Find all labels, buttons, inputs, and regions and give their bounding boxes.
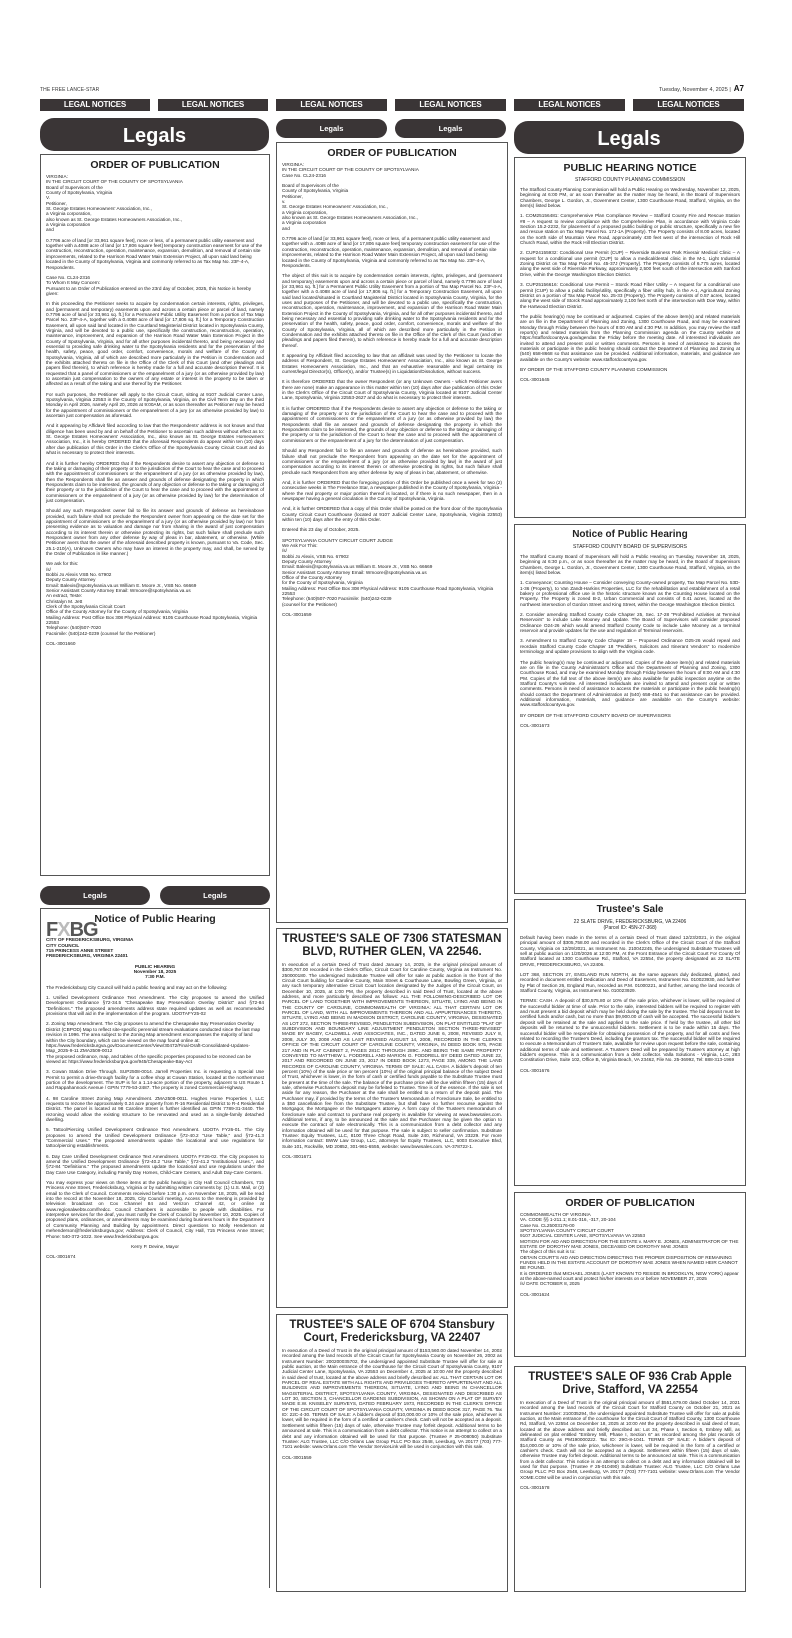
notice-public-hearing-supervisors	[514, 524, 746, 894]
notice-paragraph: The Stafford County Board of Supervisors will hold a Public Hearing on Tuesday, November 18, 2025, beginning at 6:30 p.m., or as soon thereafter as the matter may be heard, in the Board of Supervisors Chambers, George L. Gordon, Jr., Government Center, 1300 Courthouse Road, Stafford, Virginia, on the item(s) listed below.	[520, 554, 740, 576]
notice-order-of-publication	[40, 154, 270, 876]
notice-paragraph: Case No. CL24-2316 To Whom It May Concern: Pursuant to an Order of Publication entered on the 23rd day of October, 2025, this Notice is hereby given:	[46, 274, 252, 296]
notice-paragraph: And it appearing by Affidavit filed according to law that the Respondents' address is not known and that diligence has been used by and on behalf of the Petitioner to ascertain such address without effect as to: St. George Estates Homeowners' Association, Inc., also known as St. George Estates Homeowners Association, Inc., it is hereby ORDERED that the aforesaid Respondents do appear within ten (10) days after due publication of this Order in the Clerk's Office of the Spotsylvania County Circuit Court and do what is necessary to protect their interests.	[46, 423, 264, 456]
notice-paragraph: Entered this 23 day of October, 2025.	[282, 527, 360, 533]
notice-paragraph: The public hearing(s) may be continued or adjourned. Copies of the above item(s) and related materials are on file in the County Administrator's Office and the Department of Planning and Zoning, 1300 Courthouse Road, and may be examined Monday through Friday between the hours of 8:00 AM and 4:30 PM. Copies of the full text of the above item(s) are also available for public inspection anytime on the Stafford County's website. All interested individuals are invited to attend and present oral or written comments. Persons in need of assistance to access the materials or participate in the public hearing(s) should contact the Department of Administration at (540) 658-4541 so that assistance can be provided. Additional information, materials, and guidance are available on the County's website: www.staffordcountyva.gov.	[520, 659, 740, 708]
notice-paragraph: 1. Conveyance; Counting House – Consider conveying County-owned property, Tax Map Parcel No. 53D-1-36 (Property), to Van Zandt-Harkins Properties, LLC for the rehabilitation and establishment of a retail bakery or professional office use in the historic structure known as the Counting House located on the Property. The Property is zoned B-2, Urban Commercial and consists of 0.41 acres, located at the northwest intersection of Gordon Street and King Street, within the George Washington Election District.	[520, 580, 740, 607]
notice-trustees-sale	[276, 928, 508, 1308]
notice-paragraph: And, it is further ORDERED that the foregoing portion of this Order be published once a week for two (2) consecutive weeks in The Freelance Star, a newspaper published in the County of Spotsylvania, Virginia - where the real property or major portion thereof is located, or if there is no such newspaper, then in a newspaper having a general circulation in the County of Spotsylvania, Virginia.	[282, 479, 502, 501]
notice-paragraph: BY ORDER OF THE STAFFORD COUNTY PLANNING COMMISSION	[520, 366, 668, 372]
notice-title: PUBLIC HEARING NOTICE	[563, 162, 697, 174]
notice-paragraph: In execution of a certain Deed of Trust dated January 14, 2025, in the original principal amount of $300,767.00 recorded in the Clerk's Office, Circuit Court for Caroline County, Virginia as Instrument No. 250000180. The undersigned Substitute Trustee will offer for sale at public auction in the front of the Circuit Court building for Caroline County, Main Street & Courthouse Lane, Bowling Green, Virginia, or any such temporary alternative Circuit Court location designated by the Judges of the Circuit Court, on December 10, 2025, at 1:00 PM, the property described in said Deed of Trust, located at the above address, and more particularly described as follows: ALL THE FOLLOWING-DESCRIBED LOT OR PARCEL OF LAND TOGETHER WITH IMPROVEMENTS THEREON, SITUATE, LYING AND BEING IN THE COUNTY OF CAROLINE, COMMONWEALTH OF VIRGINIA: ALL THAT CERTAIN LOT OR PARCEL OF LAND, WITH ALL IMPROVEMENTS THEREON AND ALL APPURTENANCES THERETO, SITUATE, LYING AND BEING IN MADISON DISTRICT, CAROLINE COUNTY, VIRGINIA, DESIGNATED AS LOT 272, SECTION THREE-REVISED, PENDLETON SUBDIVISION, ON PLAT ENTITLED "PLAT OF SUBDIVISION AND BOUNDARY LINE ADJUSTMENT PENDLETON SECTION THREE-REVISED" MADE BY BAGBY, CALDWELL AND ASSOCIATES, INC., DATED JUNE 6, 2008, REVISED JULY 8, 2008, JULY 30, 2008 AND AS LAST REVISED AUGUST 14, 2008, RECORDED IN THE CLERK'S OFFICE OF THE CIRCUIT COURT OF CAROLINE COUNTY, VIRGINIA, IN DEED BOOK 975, PAGE 217 AND IN PLAT CABINET 2, PAGES 281C THROUGH 289C. AND BEING THE SAME PROPERTY CONVEYED TO MATTHEW L. FODDRELL AND MARION G. FODDRELL BY DEED DATED JUNE 22, 2017 AND RECORDED ON JUNE 23, 2017 IN DEED BOOK 1273, PAGE 339, AMONG THE LAND RECORDS OF CAROLINE COUNTY, VIRGINIA. TERMS OF SALE: ALL CASH. A bidder's deposit of ten percent (10%) of the sale price or ten percent (10%) of the original principal balance of the subject Deed of Trust, whichever is lower, in the form of cash or certified funds payable to the Substitute Trustee must be present at the time of the sale. The balance of the purchase price will be due within fifteen (15) days of sale, otherwise Purchaser's deposit may be forfeited to Trustee. Time is of the essence. If the sale is set aside for any reason, the Purchaser at the sale shall be entitled to a return of the deposit paid. The Purchaser may, if provided by the terms of the Trustee's Memorandum of Foreclosure Sale, be entitled to a $50 cancellation fee from the Substitute Trustee, but shall have no further recourse against the Mortgagor, the Mortgagee or the Mortgagee's attorney. A form copy of the Trustee's memorandum of foreclosure sale and contract to purchase real property is available for viewing at www.bwwsales.com. Additional terms, if any, to be announced at the sale and the Purchaser may be given the option to execute the contract of sale electronically. This is a communication from a debt collector and any information obtained will be used for that purpose. The sale is subject to seller confirmation. Substitute Trustee: Equity Trustees, LLC, 8100 Three Chopt Road, Suite 240, Richmond, VA 23229. For more information contact: BWW Law Group, LLC, attorneys for Equity Trustees, LLC, 6003 Executive Blvd, Suite 101, Rockville, MD 20852, 301-961-6555, website: www.bwwsales.com. VA-378722-1.	[282, 962, 502, 1149]
notice-paragraph: 6. Day Care Unified Development Ordinance Text Amendment. UDOTA FY26-02. The City proposes to amend the Unified Development Ordinance §72-40.2 "Use Table," §72-41.2 "Institutional Uses.", and §72-84 "Definitions." The proposed amendments update the locational and use regulations under the Day Care Use Category, including Family Day Homes, Child-Care Centers, and Adult Day-Care Centers.	[46, 1153, 264, 1175]
notice-paragraph: Should any such Respondent owner fail to file its answer and grounds of defense as hereinabove provided, such failure shall not preclude the Respondent owner from appearing on the date set for the appointment of commissioners or the empanelment of a jury (or as otherwise provided by law) nor from presenting evidence as to valuation and damage nor from sharing in the award of just compensation according to its interest therein or otherwise protecting its rights, but such failure shall preclude such Respondent owner from any other defense by way of pleas in bar, abatement, or otherwise. (While Petitioner avers that the owner of the aforesaid described property is known, pursuant to Va. Code, Sec. 25.1-210(A), Unknown Owners who may have an interest in the property may, and shall, be served by the Order of Publication in like manner.)	[46, 508, 264, 556]
notice-paragraph: 5. Tattoo/Piercing Unified Development Ordinance Text Amendment. UDOTA FY26-01. The City proposes to amend the Unified Development Ordinance §72-40.2 "Use Table," and §72-41.3 "Commercial Uses." The proposed amendments update the locational and use regulations for tattoo/piercing establishments.	[46, 1127, 264, 1149]
newspaper-name: THE FREE LANCE-STAR	[40, 87, 100, 93]
notice-title: TRUSTEE'S SALE OF 7306 STATESMAN BLVD, RUTHER GLEN, VA 22546.	[282, 933, 502, 958]
notice-paragraph: 2. Zoning Map Amendment. The City proposes to amend the Chesapeake Bay Preservation Overlay District (CBPOD) Map to reflect site-specific perennial stream evaluations conducted since the last map revision in 1996. The area subject to the Zoning Map amendment encompasses the majority of land within the City boundary, which can be viewed on the map found online at: https://www.fredericksburgva.gov/DocumentCenter/View/30472/Final-Draft-Consolidated-Updates-Map_2025-9-11 ZMA2509-0012 The proposed ordinance, map, and tables of the specific properties proposed to be rezoned can be viewed at: https://www.fredericksburgva.gov/945/Chesapeake-Bay-Act	[46, 1021, 261, 1064]
notice-paragraph: LOT 368, SECTION 27, ENGLAND RUN NORTH, as the same appears duly dedicated, platted, and recorded in document entitled Dedication and Deed of Easement, Instrument No. 010023930, and further by Plat of Section 26, England Run, recorded as P.M. 01000221, and further, among the land records of Stafford County, Virginia, as Instrument No. 010023929.	[520, 972, 740, 994]
notice-paragraph: The Stafford County Planning Commission will hold a Public Hearing on Wednesday, November 12, 2025, beginning at 6:00 PM, or as soon thereafter as the matter may be heard, in the Board of Supervisors Chambers, George L. Gordon, Jr., Government Center, 1300 Courthouse Road, Stafford, Virginia, on the item(s) listed below.	[520, 187, 740, 209]
notice-paragraph: The object of this suit is to acquire by condemnation certain interests, rights, privileges, and (permanent and temporary) easements upon and across a certain piece or parcel of land, namely 0.7796 acre of land [or 33,961 sq. ft.] for a Permanent Public Utility Easement from a portion of Tax Map Parcel No. 23F-4-A, together with a 0.4088 acre of land [or 17,806 sq. ft.] for a Temporary Construction Easement, all upon said land located/situated in Courtland Magisterial District located in Spotsylvania County, Virginia, for the uses and purposes of the Petitioner, and will be devoted to a public use, specifically the construction, reconstruction, operation, maintenance, improvement, and expansion of the Harrison Road Water Main Extension Project in the County of Spotsylvania, Virginia, and for all other purposes incidental thereto, and being necessary and essential to providing safe drinking water to the Spotsylvania residents and for the preservation of the health, safety, peace, good order, comfort, convenience, morals and welfare of the County of Spotsylvania, Virginia, all of which are described more particularly in the Petition in Condemnation and the exhibits attached thereto on file in the Office of the Clerk of this Court (and other pleadings and papers filed therein), to which reference is hereby made for a full and accurate description thereof.	[282, 273, 502, 348]
notice-subtitle: (Parcel ID: 45N-27-368)	[603, 925, 657, 931]
notice-paragraph: VIRGINIA: IN THE CIRCUIT COURT OF THE COUNTY OF SPOTSYLVANIA Board of Supervisors of the County of Spotsylvania, Virginia V. Petitioner, St. George Estates Homeowners' Association, Inc., a Virginia corporation, also known as St. George Estates Homeowners Association, Inc., a Virginia corporation and	[46, 174, 183, 233]
notice-title: ORDER OF PUBLICATION	[565, 1197, 695, 1209]
legals-header: Legals	[160, 886, 270, 905]
notice-paragraph: The Fredericksburg City Council will hold a public hearing and may act on the following:	[46, 984, 228, 990]
notice-paragraph: It is further ORDERED that if the Respondents desire to assert any objection or defense to the taking or damaging of the property or to the jurisdiction of the Court to hear the case and to proceed with the appointment of commissioners or the empanelment of a jury (or as otherwise provided by law) the Respondents shall file an answer and grounds of defense designating the property in which the Respondents claim to be interested, the grounds of any objection or defense to the taking or damaging of the property or to the jurisdiction of the Court to hear the case and to proceed with the appointment of commissioners or the empanelment of a jury for the determination of just compensation.	[282, 405, 502, 443]
logo-letters: BG	[69, 919, 98, 941]
notice-paragraph: The public hearing(s) may be continued or adjourned. Copies of the above item(s) and related materials are on file in the Department of Planning and Zoning, 1300 Courthouse Road, and may be examined Monday through Friday between the hours of 8:00 AM and 4:30 PM. In addition, you may review the staff report(s) and related materials from the Planning Commission agenda on the County website at https://staffordcountyva.gov/agendas the Friday before the meeting date. All interested individuals are invited to attend and present oral or written comments. Persons in need of assistance to access the materials or participate in the public hearing should contact the Department of Planning and Zoning at (540) 658-8668 so that assistance can be provided. Additional information, materials, and guidance are available on the County's website: www.staffordcountyva.gov.	[520, 313, 740, 362]
notice-title: TRUSTEE'S SALE OF 6704 Stansbury Court, Fredericksburg, VA 22407	[289, 1319, 495, 1344]
page-number: A7	[733, 84, 744, 93]
notice-paragraph: TERMS: CASH. A deposit of $30,575.80 or 10% of the sale price, whichever is lower, will be required of the successful bidder at time of sale. Prior to the sale, interested bidders will be required to register with and must present a bid deposit which may be held during the sale by the trustee. The bid deposit must be certified funds and/or cash, but no more than $9,900.00 of cash will be accepted. The successful bidder's deposit will be retained at the sale and applied to the sale price. If held by the trustee, all other bid deposits will be returned to the unsuccessful bidders. Settlement is to be made within 15 days. The successful bidder will be responsible for obtaining possession of the property, and for all costs and fees related to recording the Trustee's Deed, including the grantors tax. The successful bidder will be required to execute a Memorandum of Trustee's Sale, available for review upon request before the sale, containing additional terms of sale and settlement. A Trustee's Deed will be prepared by Trustee's attorney at high bidder's expense. This is a communication from a debt collector. Valla Solutions - Virginia, LLC, 283 Constitution Drive, Suite 102, Office B, Virginia Beach, VA 23462, File No. 25-36992, Tel: 888-313-1969	[520, 998, 740, 1063]
notice-paragraph: It appearing by Affidavit filed according to law that an affidavit was used by the Petitioner to locate the address of Respondent, St. George Estates Homeowners' Association, Inc., also known as St. George Estates Homeowners Association, Inc., and that an exhaustive reasonable and legal certainty its current/legal Director(s), Officer(s), and/or Trustee(s) in Liquidation/Dissolution, without success.	[282, 353, 502, 375]
legals-header: Legals	[395, 119, 506, 138]
notice-title: Notice of Public Hearing	[94, 913, 216, 925]
notice-paragraph: 3. CUP25156616: Conditional Use Permit – Storck Road Fiber Utility – A request for a conditional use permit (CUP) to allow a public facility/utility, specifically a fiber utility hub, in the A-1, Agricultural Zoning District on a portion of Tax Map Parcel No. 25-33 (Property). The Property consists of 0.57 acres, located along the west side of Storck Road approximately 2,100 feet north of the intersection with Doe Way, within the Hartwood Election District.	[520, 282, 740, 309]
notice-paragraph: In execution of a Deed of Trust in the original principal amount of $551,679.00 dated October 14, 2021 recorded among the land records of the Circuit Court for Stafford County on October 21, 2021 as Instrument Number: 210035294, the undersigned appointed Substitute Trustee will offer for sale at public auction, at the Main entrance of the courthouse for the Circuit Court of Stafford County, 1300 Courthouse Rd, Stafford, VA 22554 on December 18, 2025 at 10:00 AM the property described in said deed of trust, located at the above address and briefly described as: Lot 34, Phase I, Section 6, Embrey Mill, as delineated on plat entitled "Embrey Mill, Phase I, Section 6" as recorded among the plat records of Stafford County as PM190000222. Tax ID: 29G-8-1041. TERMS OF SALE: A bidder's deposit of $14,000.00 or 10% of the sale price, whichever is lower, will be required in the form of a certified or cashier's check. Cash will not be accepted as a deposit. Settlement within fifteen (15) days of sale, otherwise Trustee may forfeit deposit. Additional terms to be announced at sale. This is a communication from a debt collector. This notice is an attempt to collect on a debt and any information obtained will be used for that purpose. (Trustee # 25-010490) Substitute Trustee: ALG Trustee, LLC C/O Orlans Law Group PLLC PO Box 2548, Leesburg, VA 20177 (703) 777-7101 website: www.Orlans.com The Vendor XOME.COM will be used in conjunction with this sale.	[520, 1400, 740, 1480]
logo-letters: F	[46, 919, 58, 941]
notice-paragraph: For such purposes, the Petitioner will apply to the Circuit Court, sitting at 9107 Judicial Center Lane, Spotsylvania, Virginia 22553 in the County of Spotsylvania, Virginia, on the Civil Term Day on the third Monday in April 2026, namely April 20, 2026 at 9:00AM, or as soon thereafter as Petitioner may be heard for the appointment of commissioners or the empanelment of a jury (or as otherwise provided by law) to ascertain just compensation as aforesaid.	[46, 391, 264, 419]
section-banner: LEGAL NOTICES	[633, 99, 744, 111]
section-banner: LEGAL NOTICES	[395, 99, 506, 111]
legals-header: Legals	[514, 121, 744, 154]
notice-code: COL-3001676	[520, 1067, 550, 1073]
notice-paragraph: You may express your views on these items at the public hearing in City Hall Council Chambers, 715 Princess Anne Street, Fredericksburg, Virginia or by submitting written comments by: (1) U.S. Mail, or (2) email to the Clerk of Council. Comments received before 1:30 p.m. on November 18, 2025, will be read into the record at the November 18, 2025, City Council meeting. Access to the meeting is provided by television broadcast on Cox Channel 84 and Verizon Channel 42, or online at www.regionalwebtv.com/fredcc. Council Chambers is accessible to people with disabilities. For interpretive services for the deaf, you must notify the Clerk of Council by November 10, 2025. Copies of proposed plans, ordinances, or amendments may be examined during business hours in the Department of Community Planning and Building by appointment. Direct questions to Molly Henderson at mehenderson@fredericksburgva.gov; Address: Clerk of Council, City Hall, 715 Princess Anne Street; Phone: 540-372-1022. See www.fredericksburgva.gov.	[46, 1180, 264, 1239]
section-banner: LEGAL NOTICES	[276, 99, 387, 111]
notice-paragraph: SPOTSYLVANIA COUNTY CIRCUIT COURT JUDGE We Ask For This: /s/ Bobbi Jo Alexis, VSB No. 67902 Deputy County Attorney Email: Balexis@spotsylvania.va.us William E. Moore Jr., VSB No. 66669 Senior Assistant County Attorney Email: Wmoore@spotsylvania.va.us Office of the County Attorney for the County of Spotsylvania, Virginia Mailing Address: Post Office Box 308 Physical Address: 9105 Courthouse Road Spotsylvania, Virginia 22553 Telephone: (540)507-7020 Facsimile: (540)242-0239 (counsel for the Petitioner)	[282, 537, 494, 607]
legals-header: Legals	[40, 886, 150, 905]
notice-paragraph: In this proceeding the Petitioner seeks to acquire by condemnation certain interests, rights, privileges, and (permanent and temporary) easements upon and across a certain piece or parcel of land, namely 0.7796 acre of land [or 33,961 sq. ft.] for a Permanent Public Utility Easement from a portion of Tax Map Parcel No. 23F-4-A, together with a 0.4088 acre of land [or 17,806 sq. ft.] for a Temporary Construction Easement, all upon said land located in the Courtland Magisterial District located in Spotsylvania County, Virginia, and will be devoted to a public use, specifically the construction, reconstruction, operation, maintenance, improvement, and expansion of the Harrison Road Water Main Extension Project in the County of Spotsylvania, Virginia, and for all other purposes incidental thereto, and being necessary and essential to providing safe drinking water to the Spotsylvania residents and for the preservation of the health, safety, peace, good order, comfort, convenience, morals and welfare of the County of Spotsylvania, Virginia, all of which are described more particularly in the Petition in Condemnation and the exhibits attached thereto on file in the Office of the Clerk of this Court (and other pleadings and papers filed therein), to which reference is hereby made for a full and accurate description thereof. It is requested that a panel of commissioners or the empanelment of a jury (or as otherwise provided by law) to ascertain just compensation to the owners of any estate or interest in the property to be taken or affected as a result of the taking and use thereof by the Petitioner.	[46, 301, 264, 387]
notice-paragraph: PUBLIC HEARING November 18, 2025 7:30 P.M.	[133, 963, 177, 980]
notice-paragraph: We ask for this: /s/ Bobbi Jo Alexis VSB No. 67902 Deputy County Attorney Email: Balexis@spotsylvania.va.us William E. Moore Jr., VSB No. 66669 Senior Assistant County Attorney Email: Wmoore@spotsylvania.va.us An extract, Teste: Christalyn M. Jett Clerk of the Spotsylvania Circuit Court Office of the County Attorney for the County of Spotsylvania, Virginia Mailing Address: Post Office Box 308 Physical Address: 9105 Courthouse Road Spotsylvania, Virginia 22553 Telephone: (540)507-7020 Facsimile: (540)242-0239 (counsel for the Petitioner)	[46, 561, 258, 636]
notice-public-hearing-fredericksburg	[40, 908, 270, 1588]
notice-paragraph: 3. Cowan Station Drive Through. SUP2508-0014. Jarrell Properties Inc. is requesting a Special Use Permit to permit a drive-through facility for a coffee shop at Cowan Station, located at the northernmost portion of the development. The SUP is for a 1.14-acre portion of the property, adjacent to US Route 1 and Rappahannock Avenue / GPIN 7779-53-2487. The property is zoned Commercial-Highway.	[46, 1069, 264, 1091]
notice-code: COL-3001624	[520, 1291, 550, 1297]
notice-order-of-publication	[514, 1192, 746, 1357]
notice-code: COL-3001559	[282, 1454, 312, 1460]
legals-header: Legals	[276, 119, 387, 138]
notice-code: COL-3001645	[520, 377, 550, 383]
section-banner: LEGAL NOTICES	[158, 99, 268, 111]
notice-paragraph: In execution of a Deed of Trust in the original principal amount of $153,560.00 dated November 14, 2002 recorded among the land records of the Circuit Court for Spotsylvania County on November 26, 2002 as Instrument Number: 200200035702, the undersigned appointed Substitute Trustee will offer for sale at public auction, at the Main entrance of the courthouse for the Circuit Court of Spotsylvania County, 9107 Judicial Center Lane, Spotsylvania, VA 22553 on December 4, 2025 at 10:00 AM the property described in said deed of trust, located at the above address and briefly described as: ALL THAT CERTAIN LOT OR PARCEL OF REAL ESTATE WITH ALL RIGHTS AND PRIVILEGES THERETO APPURTENANT AND ALL BUILDINGS AND IMPROVEMENTS THEREON, SITUATE, LYING AND BEING IN CHANCELLOR MAGISTERIAL DISTRICT, SPOTSYLVANIA COUNTY, VIRGINIA, DESIGNATED AND DESCRIBED AS LOT 30, SECTION 3, CHANCELLOR GARDENS SUBDIVISION, AS SHOWN ON A PLAT OF SURVEY MADE E.W. KNISELEY SURVEYS, DATED FEBRUARY 1973, RECORDED IN THE CLERK'S OFFICE OF THE CIRCUIT COURT OF SPOTSYLVANIA COUNTY, VIRGINIA IN DEED BOOK 317, PAGE 76. Tax ID: 22C-4-30. TERMS OF SALE: A bidder's deposit of $10,000.00 or 10% of the sale price, whichever is lower, will be required in the form of a certified or cashier's check. Cash will not be accepted as a deposit. Settlement within fifteen (15) days of sale, otherwise Trustee may forfeit deposit. Additional terms to be announced at sale. This is a communication from a debt collector. This notice is an attempt to collect on a debt and any information obtained will be used for that purpose. (Trustee # 25-008050) Substitute Trustee: ALG Trustee, LLC C/O Orlans Law Group PLLC PO Box 2548, Leesburg, VA 20177 (703) 777-7101 website: www.Orlans.com The Vendor ServiceLink will be used in conjunction with this sale.	[282, 1348, 502, 1450]
notice-code: COL-3001671	[282, 1154, 312, 1160]
notice-paragraph: 2. CUP24155932: Conditional Use Permit (CUP) – Riverside Business Park Riverair Medical Clinic – A request for a conditional use permit (CUP) to allow a medical/dental clinic in the M-1, Light Industrial Zoning District on Tax Map Parcel No. 45-37J (Property). The Property consists of 6.775 acres, located along the west side of Riverside Parkway, approximately 2,500 feet south of the intersection with Sanford Drive, within the George Washington Election District.	[520, 250, 740, 277]
notice-paragraph: And it is further hereby ORDERED that if the Respondents desire to assert any objection or defense to the taking or damaging of their property or to the jurisdiction of the Court to hear the case and to proceed with the appointment of commissioners or the empanelment of a jury (or as otherwise provided by law), then the Respondents shall file an answer and grounds of defense designating the property in which Respondents claim to be interested, the grounds of any objection or defense to the taking or damaging of their property or to the jurisdiction of the Court to hear the case and to proceed with the appointment of commissioners or the empanelment of a jury (or as otherwise provided by law) for the determination of just compensation.	[46, 460, 264, 503]
notice-paragraph: And, it is further ORDERED that a copy of this Order shall be posted on the front door of the Spotsylvania County Circuit Court Courthouse (located at 9107 Judicial Center Lane, Spotsylvania, Virginia 22553) within ten (10) days after the entry of this Order.	[282, 506, 502, 522]
notice-paragraph: 1. Unified Development Ordinance Text Amendment. The City proposes to amend the Unified Development Ordinance §72-34.5 "Chesapeake Bay Preservation Overlay District" and §72-84 "Definitions." The proposed amendments address state required updates as well as recommended provisions that will aid in the implementation of the program. UDOTAFY25-02	[46, 995, 264, 1017]
notice-paragraph: Kerry P. Devine, Mayor	[131, 1243, 179, 1249]
legals-header: Legals	[40, 118, 269, 151]
notice-paragraph: Board of Supervisors of the County of Spotsylvania, Virginia Petitioner, v. St. George Estates Homeowners' Association, Inc., a Virginia corporation, also known as St. George Estates Homeowners Association, Inc., a Virginia corporation and	[282, 183, 419, 231]
notice-title: ORDER OF PUBLICATION	[327, 147, 457, 159]
notice-trustees-sale	[514, 899, 746, 1186]
notice-title: ORDER OF PUBLICATION	[90, 159, 220, 171]
notice-paragraph: 1. COM25156481: Comprehensive Plan Compliance Review – Stafford County Fire and Rescue Station #8 – A request to review compliance with the Comprehensive Plan, in accordance with Virginia Code Section 15.2-2232, for placement of a proposed public building or public structure, specifically a new fire and rescue station on Tax Map Parcel No. 17J-1A (Property). The Property consists of 8.00 acres, located on the north side of Mountain View Road, approximately 430 feet west of the intersection of Rock Hill Church Road, within the Rock Hill Election District.	[520, 213, 740, 246]
notice-public-hearing-planning	[514, 157, 746, 518]
notice-paragraph: 0.7796 acre of land [or 33,961 square feet], more or less, of a permanent public utility easement and together with a.4088 acre of land [or 17,806 square feet] temporary construction easement for use of the construction, reconstruction, operation, maintenance, expansion, demolition, and removal of certain site improvements, related to the Harrison Road Water Main Extension Project, all upon said land being located in the County of Spotsylvania, Virginia and commonly referred to as Tax Map No. 23F-4-A, Respondents.	[46, 237, 263, 270]
notice-code: COL-3001674	[46, 1254, 76, 1260]
notice-paragraph: BY ORDER OF THE STAFFORD COUNTY BOARD OF SUPERVISORS	[520, 712, 671, 718]
notice-subtitle: STAFFORD COUNTY PLANNING COMMISSION	[574, 177, 686, 183]
notice-trustees-sale	[514, 1366, 746, 1592]
notice-title: TRUSTEE'S SALE OF 936 Crab Apple Drive, Stafford, VA 22554	[528, 1371, 732, 1396]
notice-paragraph: 4. 98 Caroline Street Zoning Map Amendment. ZMA2508-0011. Hughes Home Properties I, LLC requests to rezone the approximately 0.24 acre property from R-16 Residential District to R-4 Residential District. The parcel is located at 98 Caroline Street is further identified as GPIN 7789-31-3440. The rezoning would allow the existing structure to be renovated and used as a single-family detached dwelling.	[46, 1095, 264, 1122]
notice-paragraph: Should any Respondent fail to file an answer and grounds of defense as hereinabove provided, such failure shall not preclude the Respondent from appearing on the date set for the appointment of commissioners or the empanelment of a jury (or as otherwise provided by law) in the award of just compensation according to its interest therein or otherwise protecting its rights, but such failure shall preclude such Respondent from any other defense by way of pleas in bar, abatement, or otherwise.	[282, 448, 502, 475]
notice-title: Notice of Public Hearing	[572, 529, 688, 540]
notice-paragraph: CITY OF FREDERICKSBURG, VIRGINIA CITY COUNCIL 715 PRINCESS ANNE STREET FREDERICKSBURG, VIRGINIA 22401	[46, 937, 134, 959]
notice-paragraph: COMMONWEALTH OF VIRGINIA VA. CODE §§ 1-211.1; 8.01-316, -317, 20-104 Case No. CL25003176-00 SPOTSYLVANIA COUNTY CIRCUIT COURT 9107 JUDICIAL CENTER LANE, SPOTSYLVANIA VA 22553 MOTION FOR AID AND DIRECTION FOR THE ESTATE v. MARY E. JONES, ADMINISTRATOR OF THE ESTATE OF DOROTHY MAE JONES, DECEASED OR DOROTHY MAE JONES The object of this suit is to: OBTAIN COURT'S AID AND DIRECTION DIRECTING THE PROPER DISPOSITION OF REMAINING FUNDS HELD IN THE ESTATE ACCOUNT OF DOROTHY MAE JONES WHEN NAMED HEIR CANNOT BE FOUND. It is ORDERED that MICHAEL JONES (LAST KNOWN TO RESIDE IN BROOKLYN, NEW YORK) appear at the above-named court and protect his/her interests on or before NOVEMBER 27, 2025 /s/ DATE OCTOBER 8, 2025	[520, 1212, 739, 1287]
notice-paragraph: Default having been made in the terms of a certain Deed of Trust dated 12/23/2021, in the original principal amount of $305,758.00 and recorded in the Clerk's Office of the Circuit Court of the Stafford County, Virginia on 12/29/2021, as Instrument No. 210042245, the undersigned Substitute Trustees will sell at public auction on 1/20/2026 at 12:00 PM, At the Front Entrance of the Circuit Court For County Of Stafford located at 1300 Courthouse Rd., Stafford, VA 22554, the property designated as 22 SLATE DRIVE, FREDERICKSBURG, VA 22406.	[520, 935, 740, 967]
notice-code: COL-3001673	[520, 722, 550, 728]
notice-subtitle: STAFFORD COUNTY BOARD OF SUPERVISORS	[573, 544, 687, 550]
notice-trustees-sale	[276, 1314, 508, 1592]
notice-paragraph: 3. Amendment to Stafford County Code Chapter 18 – Proposed Ordinance O25-26 would repeal and reordain Stafford County Code Chapter 18 "Peddlers, Solicitors and Itinerant Vendors" to modernize terminology and update provisions to align with the Virginia code.	[520, 638, 740, 655]
notice-subtitle: 22 SLATE DRIVE, FREDERICKSBURG, VA 22406	[573, 919, 687, 925]
section-banner: LEGAL NOTICES	[40, 99, 150, 111]
notice-title: Trustee's Sale	[596, 904, 664, 915]
section-banner: LEGAL NOTICES	[514, 99, 625, 111]
page-date	[659, 84, 744, 93]
issue-date: Tuesday, November 4, 2025 |	[659, 87, 731, 93]
notice-code: COL-3001659	[282, 612, 312, 618]
notice-code: COL-3001660	[46, 641, 76, 647]
notice-paragraph: VIRGINIA: IN THE CIRCUIT COURT OF THE COUNTY OF SPOTSYLVANIA Case No. CL24-2316	[282, 162, 419, 178]
notice-paragraph: It is therefore ORDERED that the owner Respondent (or any Unknown Owners - which Petitioner avers there are none) make an appearance in this matter within ten (10) days after due publication of this Order in the Clerk's Office of the Circuit Court of Spotsylvania County, Virginia located at 9107 Judicial Center Lane, Spotsylvania, Virginia 22553-2627 and do what is necessary to protect their interests.	[282, 379, 502, 401]
notice-paragraph: 2. Consider amending Stafford County Code Chapter 25, Sec. 17-28 "Prohibited Activities at Terminal Reservoirs" to include Lake Mooney and Update. The Board of Supervisors will consider proposed Ordinance O24-26 which would amend Stafford County Code to include Lake Mooney as a terminal reservoir and provide updates for the use and regulation of Terminal reservoirs.	[520, 612, 740, 634]
notice-code: COL-3001578	[520, 1485, 550, 1491]
notice-paragraph: 0.7796 acre of land [or 33,961 square feet], more or less, of a permanent public utility easement and together with a .4088 acre of land [or 17,806 square feet] temporary construction easement for use of the construction, reconstruction, operation, maintenance, expansion, demolition, and removal of certain site improvements, related to the Harrison Road Water Main Extension Project, all upon said land being located in the County of Spotsylvania, Virginia and commonly referred to as Tax Map No. 23F-4-A, Respondents.	[282, 236, 500, 268]
logo-letters: X	[57, 919, 70, 941]
notice-order-of-publication	[276, 142, 508, 923]
